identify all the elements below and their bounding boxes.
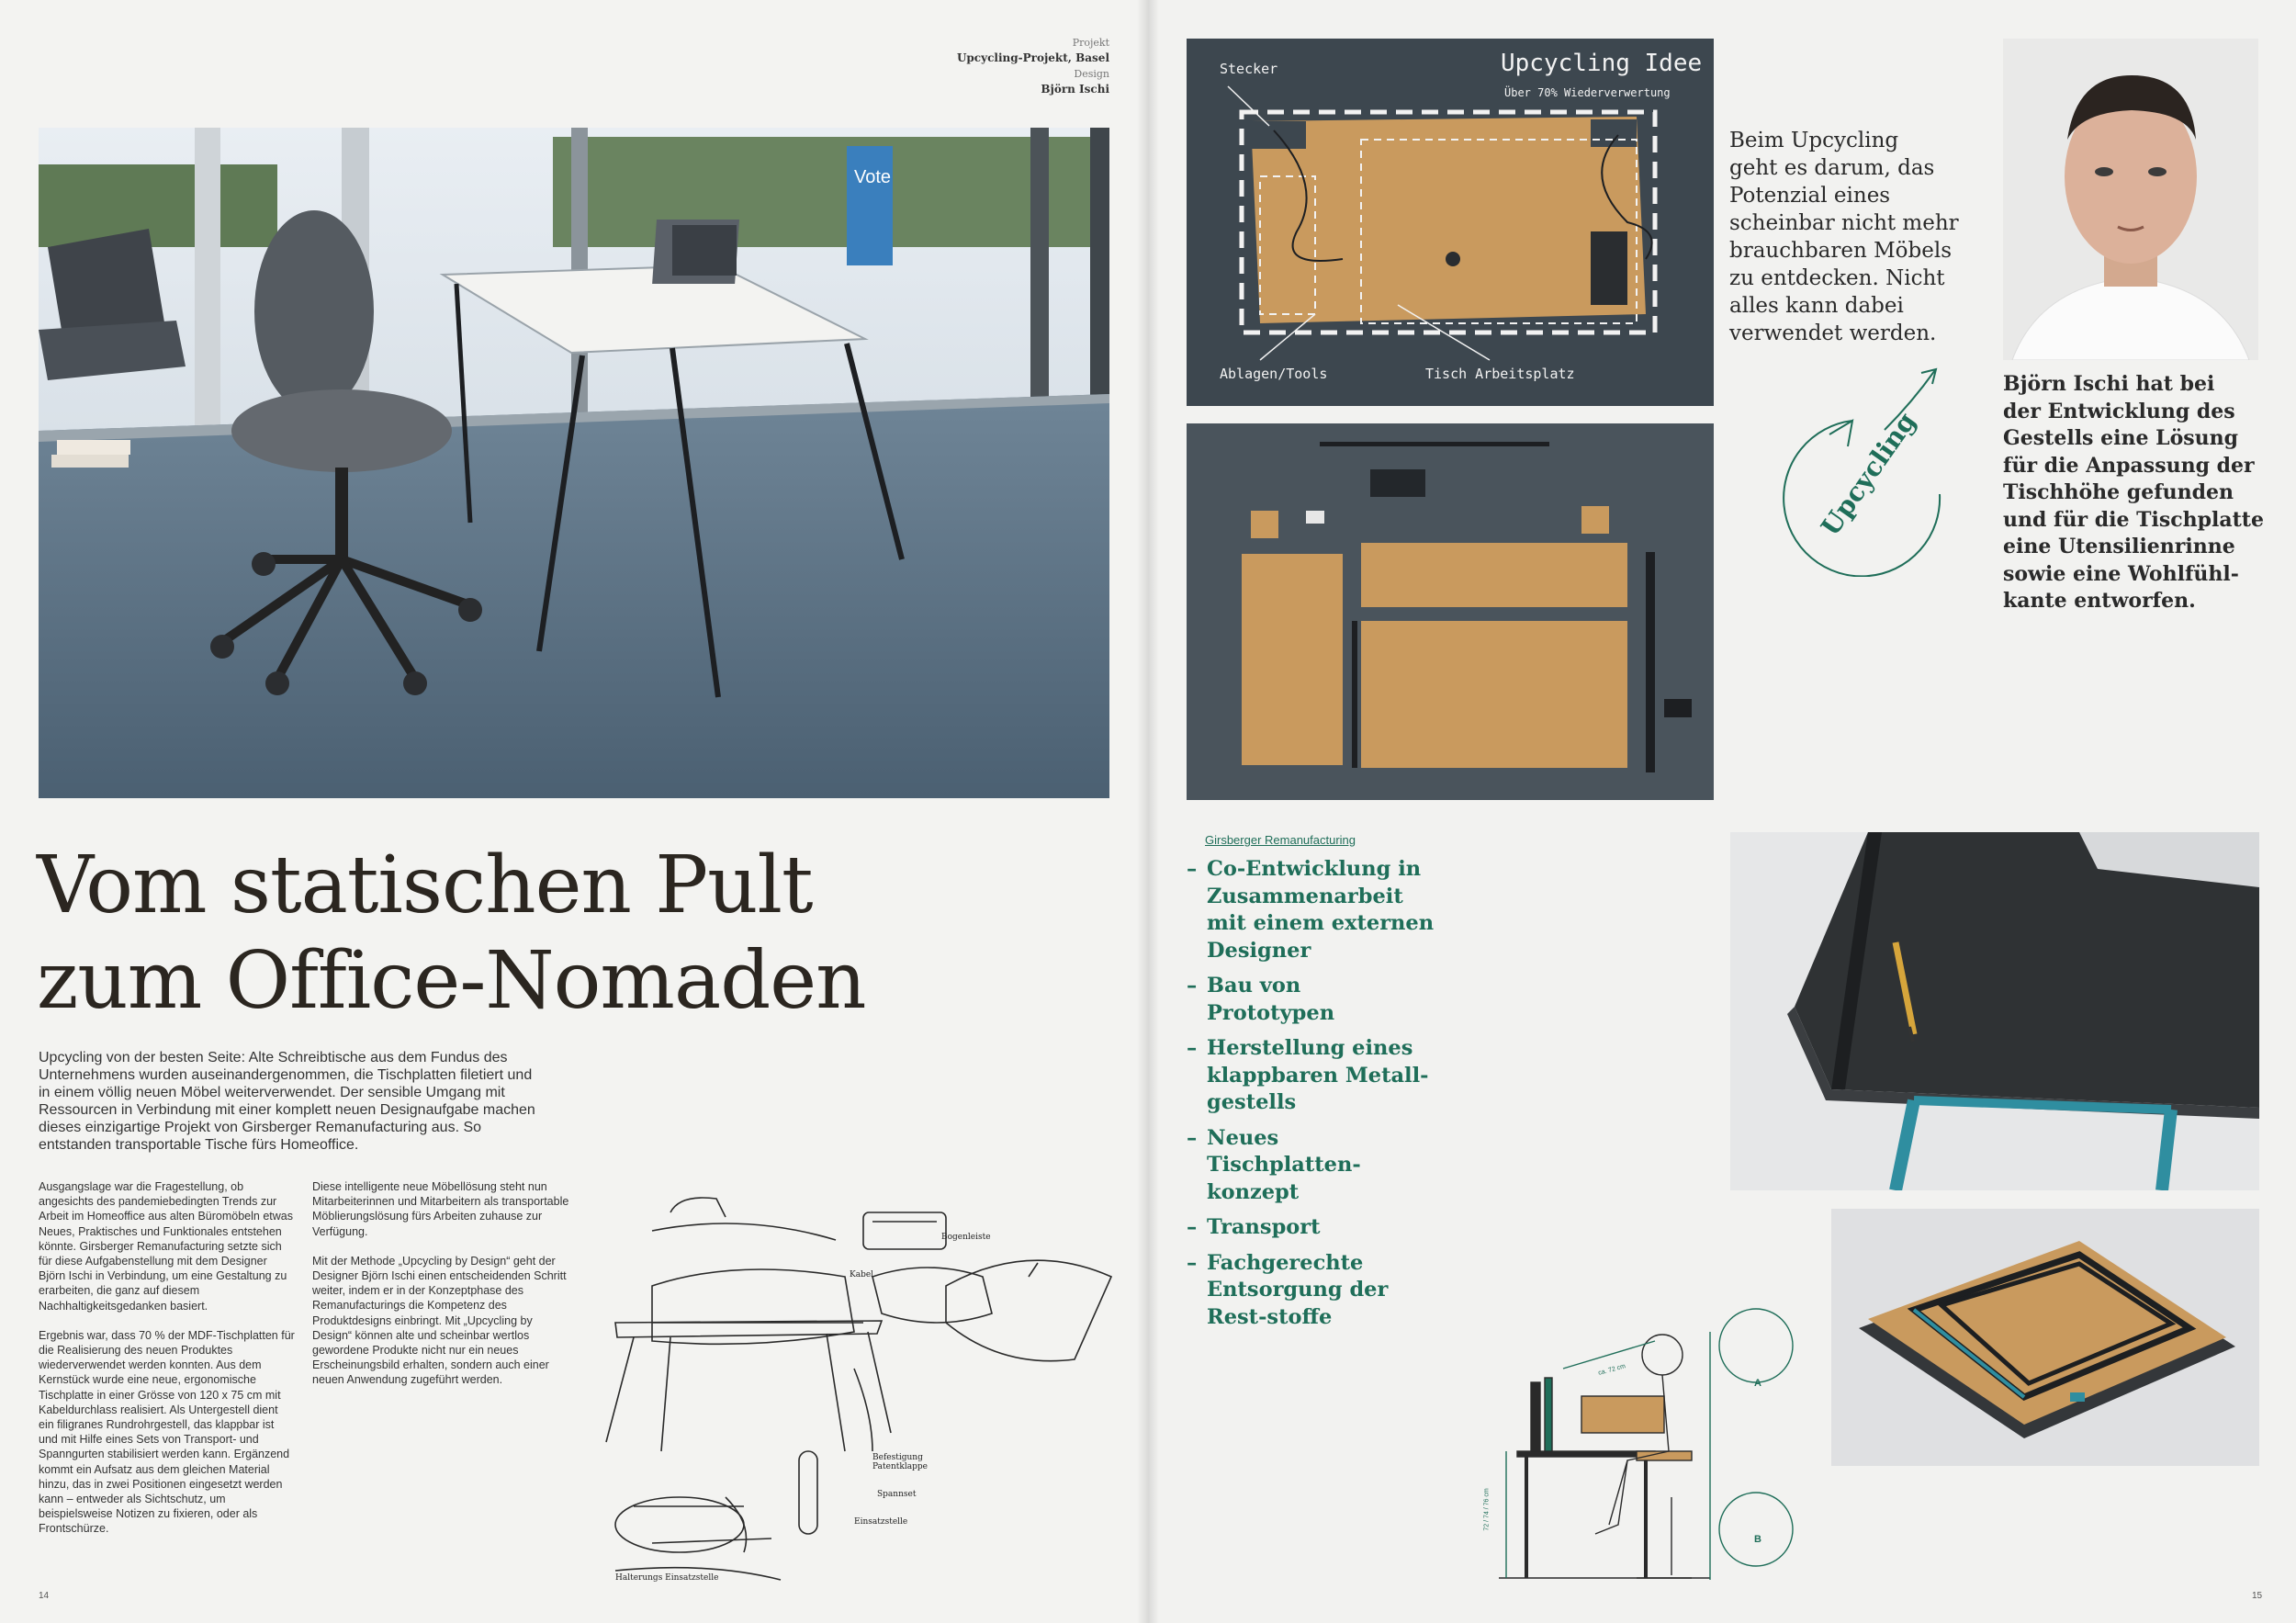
caption-line-2: der Entwicklung des: [2003, 399, 2235, 423]
upcycling-stamp: [1765, 366, 1967, 577]
sketch-label-6: Halterungs Einsatzstelle: [615, 1573, 719, 1583]
drawing-dim-height: 72 / 74 / 76 cm: [1483, 1488, 1491, 1531]
ergonomics-diagram: [1490, 1304, 1802, 1594]
quote-line-3: Potenzial eines: [1729, 184, 1891, 208]
caption-line-9: kante entworfen.: [2003, 589, 2196, 613]
home-office-desk-image: [39, 128, 1109, 798]
portrait-caption: [2003, 371, 2279, 615]
quote-line-1: Beim Upcycling: [1729, 129, 1899, 152]
list-item: – Transport: [1187, 1214, 1435, 1242]
list-item: – Herstellung eines klappbaren Metall-gestells: [1187, 1035, 1435, 1117]
design-sketch: [597, 1176, 1130, 1598]
headline: [37, 838, 1120, 1029]
sketch-label-3: Befestigung Patentklappe: [872, 1453, 928, 1471]
drawing-label-a: A: [1754, 1378, 1761, 1389]
list-item: – Co-Entwicklung in Zusammenarbeit mit einem externen Designer: [1187, 856, 1435, 964]
quote-line-7: alles kann dabei: [1729, 294, 1904, 318]
tabletop-edge-image: [1730, 832, 2259, 1190]
ergonomics-drawing: [1483, 1304, 1802, 1594]
sketch-label-4: Spannset: [877, 1490, 917, 1499]
headline-line-2: zum Office-Nomaden: [37, 935, 866, 1027]
col2-paragraph-1: Diese intelligente neue Möbellösung steht nun Mitarbeiterinnen und Mitarbeitern als transportable Möblierungslösung fürs Arbeiten zuhause zur Verfügung.: [312, 1180, 569, 1238]
chalk-label-stecker: Stecker: [1220, 61, 1278, 77]
chalkboard-photo: [1187, 39, 1714, 406]
page-number-left: 14: [39, 1591, 50, 1601]
chalk-title: Upcycling Idee: [1501, 50, 1703, 77]
headline-line-1: Vom statischen Pult: [37, 840, 813, 931]
design-value: Björn Ischi: [1041, 83, 1109, 96]
project-value: Upcycling-Projekt, Basel: [956, 51, 1109, 64]
lead-paragraph: Upcycling von der besten Seite: Alte Schreibtische aus dem Fundus des Unternehmens wurden auseinandergenommen, die Tischplatten filetiert und in einem völlig neuen Möbel weiterverwendet. Der sensible Umgang mit Ressourcen in Verbindung mit einer komplett neuen Designaufgabe machen dieses einzigartige Projekt von Girsberger Remanufacturing aus. So entstanden transportable Tische fürs Homeoffice.: [39, 1050, 535, 1153]
pull-quote: [1729, 127, 1986, 347]
sketch-drawing: [597, 1176, 1130, 1598]
caption-line-4: für die Anpassung der: [2003, 453, 2255, 478]
list-item: – Fachgerechte Entsorgung der Rest-stoffe: [1187, 1250, 1435, 1332]
sketch-label-1: Bogenleiste: [941, 1233, 991, 1242]
col1-paragraph-2: Ergebnis war, dass 70 % der MDF-Tischplatten für die Realisierung des neuen Produktes wiederverwendet werden konnten. Aus dem Kernstück wurde eine neue, ergonomische Tischplatte in einer Grösse von 120 x 75 cm mit Kabeldurchlass realisiert. Als Untergestell dient ein filigranes Rundrohrgestell, das klappbar ist und mit Hilfe eines Sets von Transport- und Spanngurten stabilisiert werden kann. Ergänzend kommt ein Aufsatz aus dem gleichen Material hinzu, das in zwei Positionen eingesetzt werden kann – entweder als Sichtschutz, um beispielsweise Notizen zu fixieren, oder als Frontschürze.: [39, 1328, 295, 1536]
remanufacturing-list: [1187, 856, 1435, 1339]
col2-paragraph-2: Mit der Methode „Upcycling by Design“ geht der Designer Björn Ischi einen entscheidenden Schritt weiter, indem er in der Konzeptphase des Remanufacturings die Kompetenz des Produktdesigns einbringt. Mit „Upcycling by Design“ können alte und scheinbar wertlos gewordene Produkte nicht nur ein neues Erscheinungsbild erhalten, sondern auch einer neuen Anwendung zugeführt werden.: [312, 1254, 567, 1387]
caption-line-7: eine Utensilienrinne: [2003, 535, 2235, 558]
chalk-subtitle: Über 70% Wiederverwertung: [1504, 86, 1671, 99]
col1-paragraph-1: Ausgangslage war die Fragestellung, ob angesichts des pandemiebedingten Trends zur Arbeit im Homeoffice aus alten Büromöbeln etwas Neues, Praktisches und Funktionales entstehen könnte. Girsberger Remanufacturing setzte sich für diese Aufgabenstellung mit dem Designer Björn Ischi in Verbindung, um eine Gestaltung zu erarbeiten, die ganz auf diesem Nachhaltigkeitsgedanken basiert.: [39, 1180, 293, 1313]
folded-desk-photo: [1831, 1209, 2259, 1466]
caption-line-1: Björn Ischi hat bei: [2003, 372, 2215, 396]
page-number-right: 15: [2252, 1591, 2263, 1601]
chalk-label-tisch: Tisch Arbeitsplatz: [1425, 366, 1575, 382]
portrait-photo: [2003, 39, 2258, 360]
caption-line-5: Tischhöhe gefunden: [2003, 480, 2234, 504]
drawing-label-b: B: [1754, 1534, 1761, 1545]
drawing-dim-reach: ca. 72 cm: [1597, 1363, 1626, 1377]
project-label: Projekt: [1072, 37, 1109, 49]
list-item: – Neues Tischplatten-konzept: [1187, 1125, 1435, 1207]
designer-portrait-image: [2003, 39, 2258, 360]
caption-line-6: und für die Tischplatte: [2003, 507, 2264, 532]
page-gutter: [1137, 0, 1159, 1623]
quote-line-6: zu entdecken. Nicht: [1729, 266, 1945, 290]
quote-line-5: brauchbaren Möbels: [1729, 239, 1952, 263]
body-column-2: [312, 1179, 569, 1403]
hero-photo: [39, 128, 1109, 798]
disassembled-desk-parts-image: [1187, 423, 1714, 800]
tabletop-detail-photo: [1730, 832, 2259, 1190]
sketch-label-5: Einsatzstelle: [854, 1517, 908, 1527]
caption-line-3: Gestells eine Lösung: [2003, 426, 2238, 450]
quote-line-2: geht es darum, das: [1729, 156, 1935, 180]
design-label: Design: [1074, 68, 1109, 80]
right-page: [1148, 0, 2296, 1623]
stamp-text: Upcycling: [1815, 406, 1922, 542]
list-item: – Bau von Prototypen: [1187, 973, 1435, 1027]
quote-line-4: scheinbar nicht mehr: [1729, 211, 1959, 235]
folded-desk-image: [1831, 1209, 2259, 1466]
chalk-label-ablagen: Ablagen/Tools: [1220, 366, 1328, 382]
body-column-1: [39, 1179, 296, 1551]
parts-photo: [1187, 423, 1714, 800]
caption-line-8: sowie eine Wohlfühl-: [2003, 561, 2239, 586]
sketch-label-2: Kabel: [850, 1270, 874, 1279]
screen-text: Vote: [854, 167, 892, 187]
list-title: Girsberger Remanufacturing: [1205, 833, 1356, 847]
project-meta: [0, 35, 1109, 97]
quote-line-8: verwendet werden.: [1729, 321, 1937, 345]
